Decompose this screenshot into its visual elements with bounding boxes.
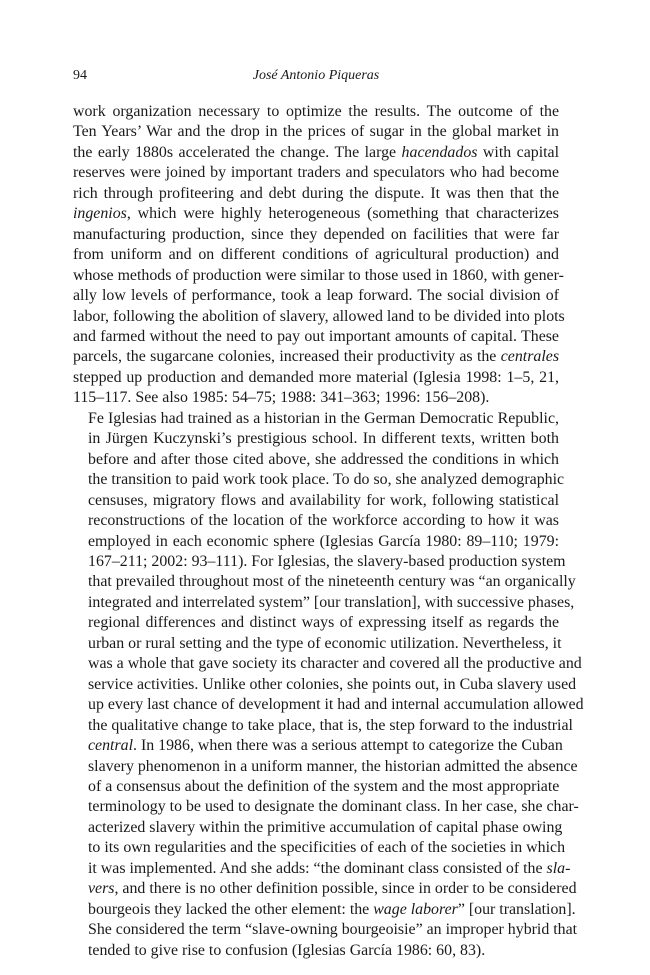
text-run: the transition to paid work took place. To do so, she analyzed demographic [88,471,565,489]
text-line [73,163,559,183]
text-run: that prevailed throughout most of the nineteenth century was “an organically [88,573,576,591]
text-line [73,838,566,858]
book-page [73,66,584,961]
text-line [73,347,559,367]
italic-term: wage laborer [373,900,458,918]
text-line [73,491,559,511]
text-run: ” [our translation]. [457,900,576,918]
text-run: the qualitative change to take place, that is, the step forward to the industrial [88,716,573,734]
text-line [73,920,578,940]
text-run: , and there is no other definition possible, since in order to be considered [114,880,577,898]
text-run: from uniform and on different conditions of agricultural production) and [73,246,559,264]
text-line [73,122,559,142]
text-line [73,716,573,736]
page-header [73,66,559,86]
italic-term: vers [88,880,115,898]
text-line [73,634,562,654]
text-run: urban or rural setting and the type of economic utilization. Nevertheless, it [88,634,562,652]
page-number: 94 [73,68,87,83]
text-line [73,859,571,879]
text-run: rich through profiteering and debt during the dispute. It was then that the [73,184,559,202]
text-run: was a whole that gave society its character and covered all the productive and [88,655,582,673]
text-line [73,286,559,306]
text-line [73,327,559,347]
text-run: reconstructions of the location of the workforce according to how it was [88,512,559,530]
text-run: ally low levels of performance, took a leap forward. The social division of [73,287,559,305]
text-line [73,613,559,633]
text-run: up every last chance of development it had and internal accumulation allowed [88,696,584,714]
text-line [73,736,563,756]
text-line [73,368,559,388]
text-run: regional differences and distinct ways of expressing itself as regards the [88,614,559,632]
text-line [73,757,578,777]
text-line [73,429,559,449]
text-run: the early 1880s accelerated the change. The large [73,143,402,161]
text-run: it was implemented. And she adds: “the dominant class consisted of the [88,859,547,877]
text-line [73,818,563,838]
text-run: stepped up production and demanded more material (Iglesia 1998: 1–5, 21, [73,368,559,386]
text-line [73,245,559,265]
text-line [73,572,576,592]
text-run: reserves were joined by important traders and speculators who had become [73,164,559,182]
text-run: labor, following the abolition of slavery, allowed land to be divided into plots [73,307,565,325]
italic-term: hacendados [401,143,478,161]
text-line [73,204,559,224]
text-line [73,695,584,715]
text-run: Ten Years’ War and the drop in the prices of sugar in the global market in [73,123,559,141]
text-run: work organization necessary to optimize the results. The outcome of the [73,103,559,120]
text-run: before and after those cited above, she addressed the conditions in which [88,450,559,468]
text-run: terminology to be used to designate the dominant class. In her case, she char- [88,798,579,816]
text-line [73,593,575,613]
italic-term: sla- [546,859,571,877]
text-line [73,879,577,899]
text-line [73,797,579,817]
italic-term: central [88,737,134,755]
text-run: censuses, migratory flows and availability for work, following statistical [88,491,559,509]
text-line [73,941,559,961]
text-line [73,388,559,408]
text-run: Fe Iglesias had trained as a historian in the German Democratic Republic, [88,409,559,427]
running-head: José Antonio Piqueras [252,68,380,83]
paragraph [73,102,565,409]
text-run: tended to give rise to confusion (Iglesias García 1986: 60, 83). [88,941,486,959]
text-run: integrated and interrelated system” [our translation], with successive phases, [88,593,575,611]
text-line [73,450,559,470]
paragraph [73,409,584,961]
text-line [73,654,582,674]
text-line [73,777,559,797]
text-line [73,900,576,920]
text-run: in Jürgen Kuczynski’s prestigious school. In different texts, written both [88,430,559,448]
body-text [73,102,584,961]
text-line [73,552,566,572]
text-line [73,225,559,245]
text-line [73,102,559,122]
text-run: service activities. Unlike other colonies, she points out, in Cuba slavery used [88,675,577,693]
text-run: manufacturing production, since they depended on facilities that were far [73,225,559,243]
text-run: 115–117. See also 1985: 54–75; 1988: 341–363; 1996: 156–208). [73,389,490,407]
text-line [73,470,565,490]
text-run: employed in each economic sphere (Iglesias García 1980: 89–110; 1979: [88,532,559,550]
text-run: whose methods of production were similar to those used in 1860, with gener- [73,266,564,284]
text-run: bourgeois they lacked the other element: the [88,900,374,918]
text-line [73,143,559,163]
text-run: She considered the term “slave-owning bourgeoisie” an improper hybrid that [88,921,578,939]
text-line [73,266,564,286]
italic-term: ingenios [73,205,127,223]
italic-term: centrales [500,348,559,366]
text-line [73,409,559,429]
text-line [73,307,565,327]
text-line [73,511,559,531]
text-line [73,532,559,552]
text-run: and farmed without the need to pay out important amounts of capital. These [73,327,559,345]
text-run: . In 1986, when there was a serious attempt to categorize the Cuban [133,737,563,755]
text-run: parcels, the sugarcane colonies, increased their productivity as the [73,348,501,366]
text-run: acterized slavery within the primitive accumulation of capital phase owing [88,818,563,836]
text-run: slavery phenomenon in a uniform manner, the historian admitted the absence [88,757,578,775]
text-run: with capital [477,143,559,161]
text-run: , which were highly heterogeneous (something that characterizes [126,205,559,223]
text-run: 167–211; 2002: 93–111). For Iglesias, the slavery-based production system [88,552,566,570]
text-run: to its own regularities and the specificities of each of the societies in which [88,839,566,857]
text-run: of a consensus about the definition of the system and the most appropriate [88,777,560,795]
text-line [73,675,577,695]
text-line [73,184,559,204]
